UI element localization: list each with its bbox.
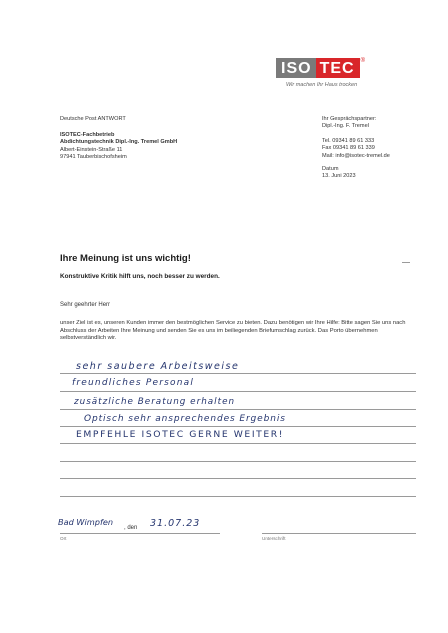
- fold-mark: [402, 262, 410, 263]
- feedback-line: [60, 426, 416, 427]
- signature-label: Unterschrift: [262, 536, 286, 541]
- recipient-street: Albert-Einstein-Straße 11: [60, 146, 123, 153]
- feedback-line: [60, 373, 416, 374]
- contact-phone: Tel. 09341 89 61 333: [322, 137, 375, 144]
- contact-mail: Mail: info@isotec-tremel.de: [322, 152, 390, 159]
- sender-line: Deutsche Post ANTWORT: [60, 116, 126, 122]
- feedback-line: [60, 478, 416, 479]
- handwritten-feedback-line: zusätzliche Beratung erhalten: [74, 397, 236, 407]
- contact-name: Dipl.-Ing. F. Tremel: [322, 123, 369, 130]
- feedback-line: [60, 391, 416, 392]
- salutation: Sehr geehrter Herr: [60, 302, 111, 308]
- logo-tec-part: TEC: [316, 58, 360, 78]
- body-text: unser Ziel ist es, unseren Kunden immer den bestmöglichen Service zu bieten. Dazu benötigen wir Ihre Hilfe: Bitte sagen Sie uns nach Abschluss der Arbeiten Ihre Meinung und senden Sie es uns im beiliegenden Briefumschlag zurück. Das Porto übernehmen selbstverständlich wir.: [60, 320, 406, 342]
- handwritten-feedback-line: EMPFEHLE ISOTEC GERNE WEITER!: [76, 429, 285, 440]
- feedback-line: [60, 443, 416, 444]
- page-heading: Ihre Meinung ist uns wichtig!: [60, 253, 191, 264]
- logo-iso-part: ISO: [276, 58, 316, 78]
- recipient-company-full: Abdichtungstechnik Dipl.-Ing. Tremel GmbH: [60, 139, 178, 146]
- recipient-company: ISOTEC-Fachbetrieb: [60, 132, 115, 138]
- logo-tagline: Wir machen Ihr Haus trocken: [286, 82, 358, 88]
- feedback-line: [60, 461, 416, 462]
- handwritten-date: 31.07.23: [150, 518, 201, 529]
- handwritten-feedback-line: sehr saubere Arbeitsweise: [76, 361, 240, 372]
- page-subheading: Konstruktive Kritik hilft uns, noch besser zu werden.: [60, 273, 220, 280]
- isotec-logo: [276, 58, 376, 80]
- recipient-address: [60, 132, 177, 162]
- date-value: 13. Juni 2023: [322, 173, 356, 180]
- contact-fax: Fax 09341 89 61 339: [322, 145, 375, 152]
- date-connector: , den: [124, 525, 138, 531]
- contact-label: Ihr Gesprächspartner:: [322, 116, 377, 122]
- place-date-line: [60, 533, 220, 534]
- place-label: Ort: [60, 536, 67, 541]
- signature-line: [262, 533, 416, 534]
- handwritten-place: Bad Wimpfen: [58, 517, 114, 527]
- feedback-line: [60, 409, 416, 410]
- contact-block: [322, 116, 390, 181]
- logo-registered-mark: ®: [360, 58, 365, 64]
- handwritten-feedback-line: freundliches Personal: [72, 378, 195, 388]
- date-label: Datum: [322, 166, 339, 173]
- handwritten-feedback-line: Optisch sehr ansprechendes Ergebnis: [84, 414, 286, 424]
- recipient-city: 97941 Tauberbischofsheim: [60, 154, 127, 161]
- feedback-line: [60, 496, 416, 497]
